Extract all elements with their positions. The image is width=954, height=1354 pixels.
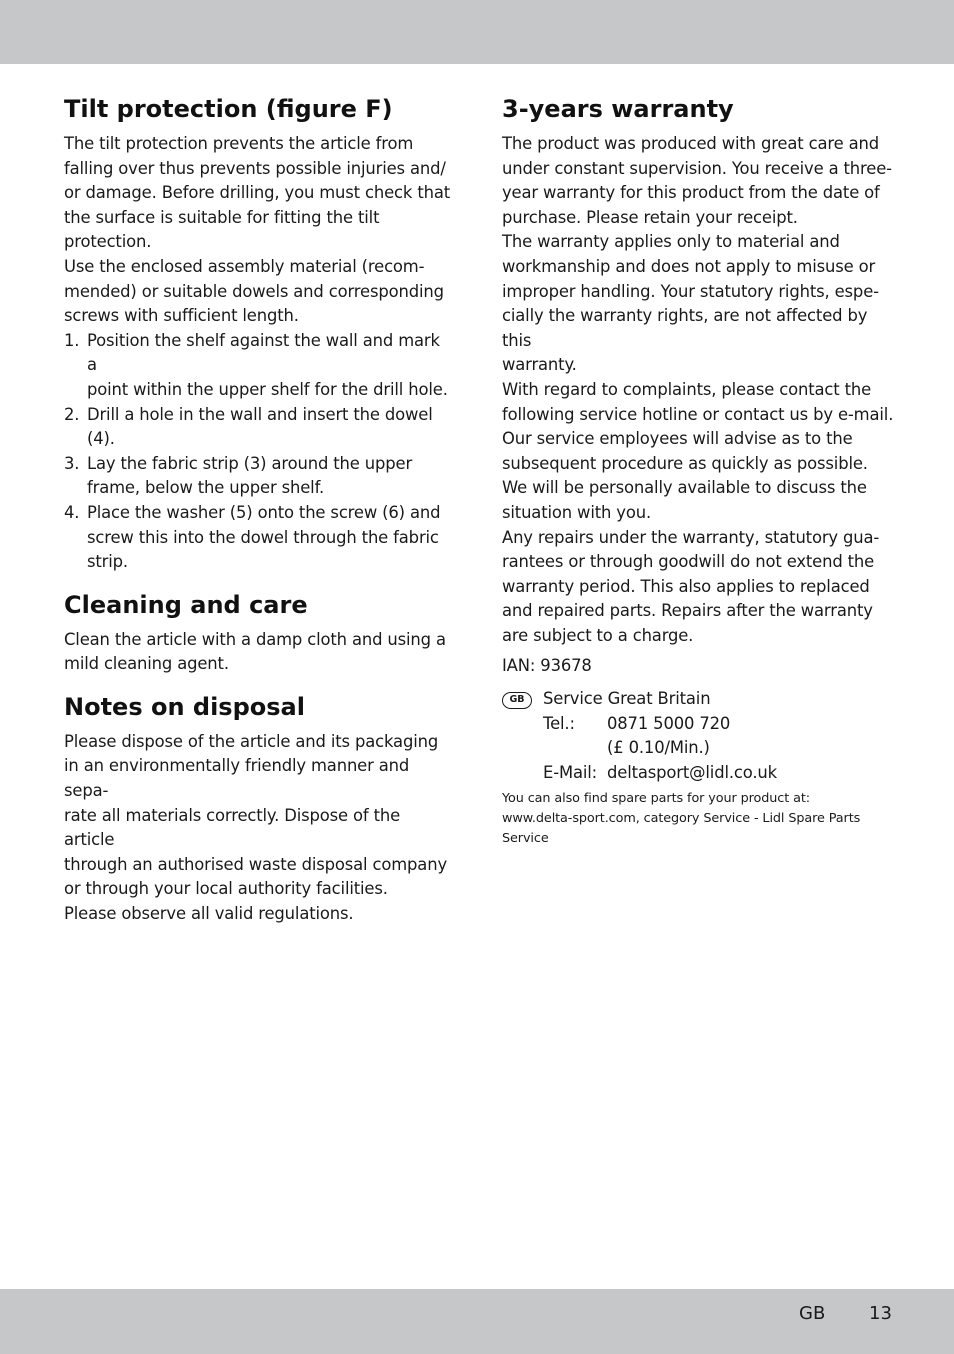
ian-number: IAN: 93678 bbox=[502, 656, 592, 676]
tilt-steps-list bbox=[64, 329, 454, 575]
list-item: 3. Lay the fabric strip (3) around the upper frame, below the upper shelf. bbox=[64, 453, 413, 498]
email-label: E-Mail: bbox=[543, 762, 598, 782]
right-column bbox=[502, 92, 894, 849]
list-item: 1. Position the shelf against the wall and mark a point within the upper shelf for the drill hole. bbox=[64, 330, 448, 399]
gb-country-icon: GB bbox=[502, 692, 532, 709]
page-number: 13 bbox=[869, 1303, 892, 1324]
spare-parts-note: You can also find spare parts for your product at: www.delta-sport.com, category Service - Lidl Spare Parts Service bbox=[502, 791, 861, 847]
footer-country: GB bbox=[799, 1303, 826, 1324]
tel-value: 0871 5000 720 bbox=[607, 713, 731, 733]
list-item: 4. Place the washer (5) onto the screw (6) and screw this into the dowel through the fabric strip. bbox=[64, 502, 441, 572]
disposal-section bbox=[64, 690, 454, 927]
warranty-text: The product was produced with great care and under constant supervision. You receive a three- year warranty for this product from the date of purchase. Please retain your receipt. The warranty applies only to material and workmanship and does not apply to misuse or improper handling. Your statutory rights, espe- cially the warranty rights, are not affected by this warranty. With regard to complaints, please contact the following service hotline or contact us by e-mail. Our service employees will advise as to the subsequent procedure as quickly as possible. We will be personally available to discuss the situation with you. Any repairs under the warranty, statutory gua- rantees or through goodwill do not extend the warranty period. This also applies to replaced and repaired parts. Repairs after the warranty are subject to a charge. bbox=[502, 134, 894, 645]
cleaning-text: Clean the article with a damp cloth and using a mild cleaning agent. bbox=[64, 629, 446, 674]
warranty-heading: 3-years warranty bbox=[502, 95, 734, 123]
service-contact bbox=[502, 687, 894, 785]
tilt-intro: The tilt protection prevents the article from falling over thus prevents possible injuries and/ or damage. Before drilling, you must check that the surface is suitable for fitting the tilt protection. Use the enclosed assembly material (recom- mended) or suitable dowels and corresponding screws with sufficient length. bbox=[64, 134, 451, 326]
header-band bbox=[0, 0, 954, 64]
tel-note: (£ 0.10/Min.) bbox=[607, 738, 710, 758]
cleaning-section bbox=[64, 588, 454, 677]
service-title: Service Great Britain bbox=[543, 689, 711, 709]
service-email-row bbox=[543, 761, 894, 786]
tel-label: Tel.: bbox=[543, 713, 575, 733]
email-value: deltasport@lidl.co.uk bbox=[607, 762, 778, 782]
tilt-protection-section bbox=[64, 92, 454, 575]
cleaning-heading: Cleaning and care bbox=[64, 590, 308, 619]
tilt-protection-heading: Tilt protection (figure F) bbox=[64, 95, 393, 123]
disposal-text: Please dispose of the article and its packaging in an environmentally friendly manner and sepa- rate all materials correctly. Dispose of the article through an authorised waste disposal company or through your local authority facilities. Please observe all valid regulations. bbox=[64, 731, 447, 924]
left-column bbox=[64, 92, 454, 940]
service-tel-row bbox=[543, 712, 894, 761]
disposal-heading: Notes on disposal bbox=[64, 692, 305, 721]
list-item: 2. Drill a hole in the wall and insert the dowel (4). bbox=[64, 404, 433, 449]
warranty-section bbox=[502, 92, 894, 648]
